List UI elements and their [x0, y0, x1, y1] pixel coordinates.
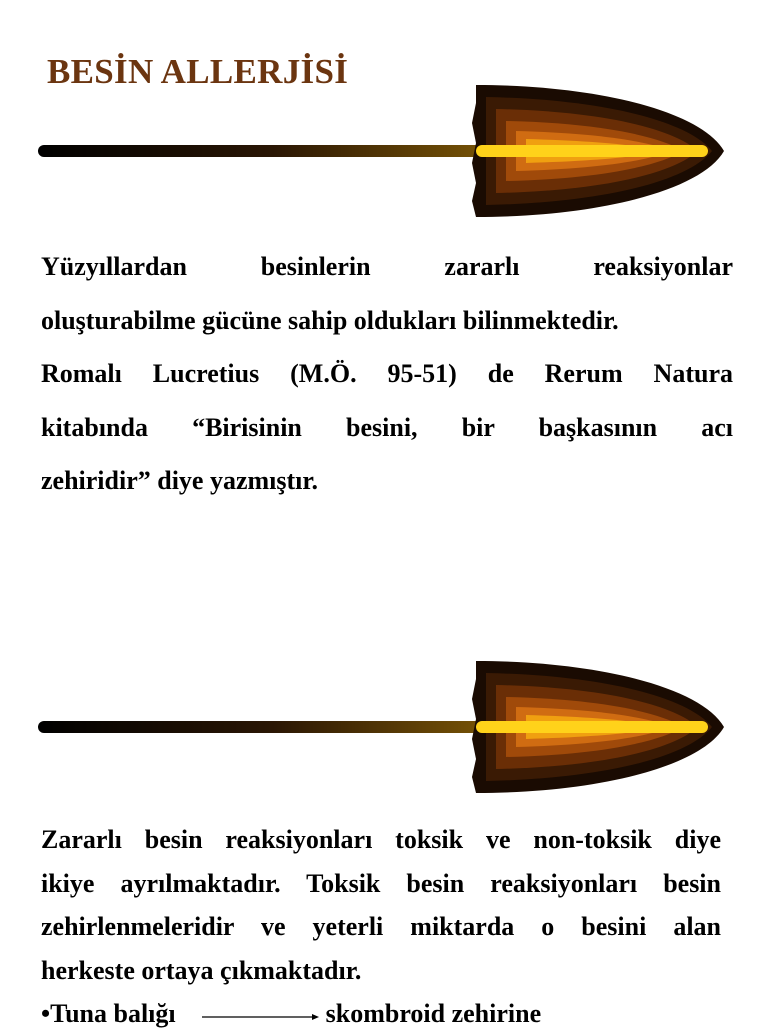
arrow-right-icon	[202, 994, 320, 1034]
paragraph-line: herkeste ortaya çıkmaktadır.	[41, 955, 362, 985]
paragraph-line: zehiridir” diye yazmıştır.	[41, 466, 319, 496]
paragraph-line: Zararlı besin reaksiyonları toksik ve non-toksik diye	[41, 825, 721, 854]
page-title: BESİN ALLERJİSİ	[47, 52, 349, 91]
paragraph-line: oluşturabilme gücüne sahip oldukları bilinmektedir.	[41, 305, 619, 335]
bullet-shape-icon	[36, 83, 726, 219]
paragraph-line: Yüzyıllardan besinlerin zararlı reaksiyonlar	[41, 252, 733, 281]
bullet-shape-icon	[36, 659, 726, 795]
bullet-divider-graphic	[36, 659, 726, 795]
paragraph-line: Romalı Lucretius (M.Ö. 95-51) de Rerum Natura	[41, 359, 733, 389]
bullet-left-text: Tuna balığı	[50, 999, 176, 1028]
bullet-item	[41, 994, 541, 1036]
paragraph-history	[41, 240, 733, 508]
paragraph-line: ikiye ayrılmaktadır. Toksik besin reaksiyonları besin	[41, 868, 721, 898]
paragraph-toxic-reactions	[41, 818, 721, 992]
paragraph-line: zehirlenmeleridir ve yeterli miktarda o besini alan	[41, 912, 721, 941]
paragraph-line: kitabında “Birisinin besini, bir başkasının acı	[41, 412, 733, 442]
bullet-right-text: skombroid zehirine	[325, 999, 542, 1028]
bullet-marker: •	[41, 999, 51, 1028]
bullet-divider-graphic	[36, 83, 726, 219]
